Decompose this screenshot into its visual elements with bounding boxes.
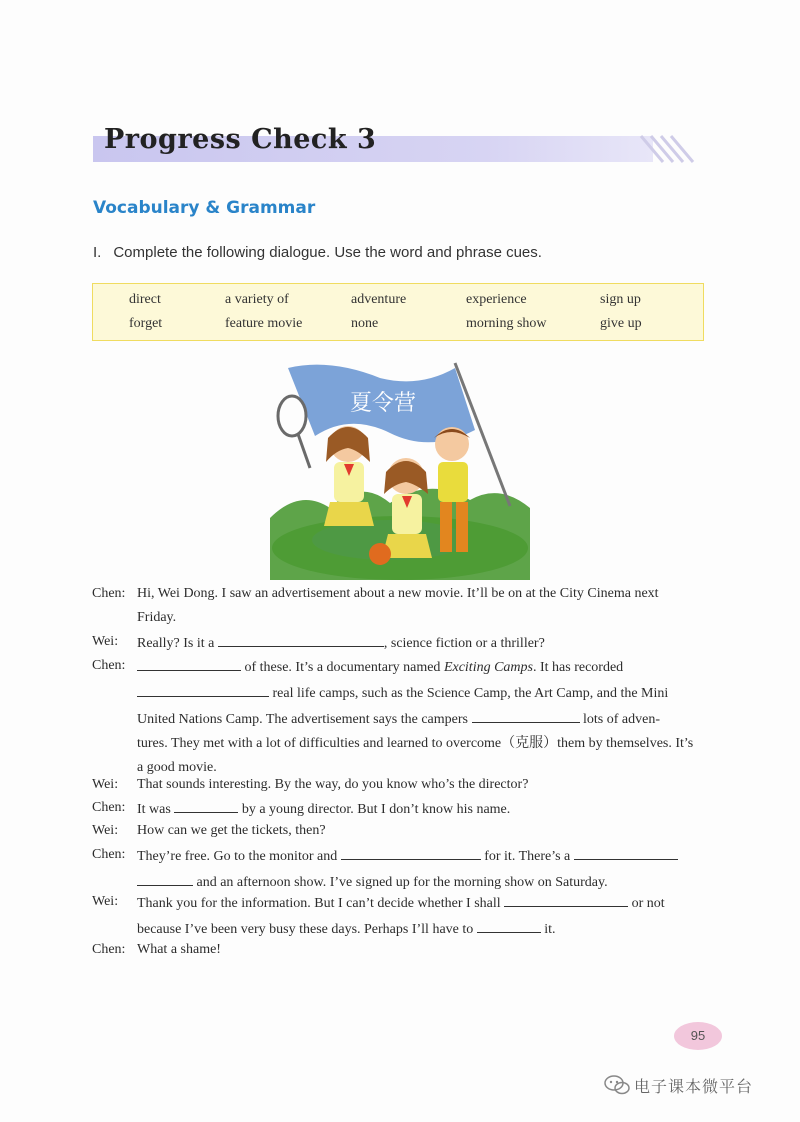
text-segment: real life camps, such as the Science Camp, the Art Camp, and the Mini bbox=[272, 686, 669, 701]
text-segment: It was bbox=[137, 802, 171, 817]
text-segment: or not bbox=[631, 896, 665, 911]
line-text-row bbox=[137, 893, 707, 913]
dialogue-line bbox=[92, 657, 712, 775]
speaker: Chen: bbox=[92, 658, 126, 673]
page-title: Progress Check 3 bbox=[104, 124, 377, 155]
page-number: 95 bbox=[690, 1028, 706, 1043]
line-text-row: Friday. bbox=[137, 610, 177, 625]
line-text bbox=[137, 846, 707, 892]
word-cue: sign up bbox=[600, 292, 641, 307]
line-text bbox=[137, 633, 707, 653]
speaker: Chen: bbox=[92, 847, 126, 862]
answer-blank[interactable] bbox=[341, 846, 481, 860]
line-text-row bbox=[137, 846, 707, 866]
answer-blank[interactable] bbox=[137, 657, 241, 671]
answer-blank[interactable] bbox=[504, 893, 628, 907]
text-segment: and an afternoon show. I’ve signed up for the morning show on Saturday. bbox=[196, 875, 608, 890]
dialogue-line bbox=[92, 941, 712, 961]
speaker: Wei: bbox=[92, 777, 119, 792]
text-segment: . It has recorded bbox=[532, 660, 624, 675]
answer-blank[interactable] bbox=[137, 872, 193, 886]
dialogue-line bbox=[92, 585, 712, 625]
text-segment: for it. There’s a bbox=[484, 849, 571, 864]
title-stripes bbox=[633, 134, 703, 164]
dialogue-line bbox=[92, 633, 712, 653]
word-cue: experience bbox=[466, 292, 527, 307]
line-text bbox=[137, 657, 707, 777]
speaker: Wei: bbox=[92, 894, 119, 909]
watermark-text: 电子课本微平台 bbox=[634, 1077, 754, 1096]
text-segment: United Nations Camp. The advertisement says the campers bbox=[137, 712, 468, 727]
line-text-row bbox=[137, 872, 707, 892]
text-segment: it. bbox=[544, 922, 556, 937]
speaker: Chen: bbox=[92, 942, 126, 957]
text-segment: by a young director. But I don’t know his name. bbox=[241, 802, 511, 817]
word-cue: morning show bbox=[466, 316, 547, 331]
word-cue: direct bbox=[129, 292, 161, 307]
answer-blank[interactable] bbox=[137, 683, 269, 697]
text-segment: Really? Is it a bbox=[137, 636, 215, 651]
word-box bbox=[92, 283, 704, 341]
movie-title: Exciting Camps bbox=[443, 660, 533, 675]
watermark bbox=[604, 1072, 784, 1098]
speaker: Chen: bbox=[92, 586, 126, 601]
word-cue: a variety of bbox=[225, 292, 289, 307]
instruction-number: I. bbox=[93, 244, 102, 261]
speaker: Chen: bbox=[92, 800, 126, 815]
text-segment: because I’ve been very busy these days. Perhaps I’ll have to bbox=[137, 922, 474, 937]
answer-blank[interactable] bbox=[477, 919, 541, 933]
line-text: What a shame! bbox=[137, 942, 221, 957]
line-text-row bbox=[137, 919, 707, 939]
summer-camp-illustration bbox=[270, 358, 530, 580]
dialogue-line bbox=[92, 846, 712, 888]
word-cue: give up bbox=[600, 316, 642, 331]
dialogue-line bbox=[92, 822, 712, 842]
line-text-row bbox=[137, 657, 707, 677]
instruction-text: Complete the following dialogue. Use the word and phrase cues. bbox=[113, 244, 542, 261]
line-text bbox=[137, 585, 707, 627]
text-segment: lots of adven- bbox=[583, 712, 660, 727]
dialogue-line bbox=[92, 799, 712, 819]
line-text bbox=[137, 799, 707, 819]
answer-blank[interactable] bbox=[472, 709, 580, 723]
text-segment: They’re free. Go to the monitor and bbox=[137, 849, 338, 864]
line-text-row: Hi, Wei Dong. I saw an advertisement about a new movie. It’ll be on at the City Cinema next bbox=[137, 586, 659, 601]
word-cue: forget bbox=[129, 316, 163, 331]
line-text-row bbox=[137, 683, 707, 703]
word-cue: adventure bbox=[351, 292, 407, 307]
text-segment: , science fiction or a thriller? bbox=[383, 636, 545, 651]
speaker: Wei: bbox=[92, 823, 119, 838]
dialogue-line bbox=[92, 893, 712, 935]
line-text bbox=[137, 893, 707, 939]
flag-text: 夏令营 bbox=[350, 391, 417, 416]
answer-blank[interactable] bbox=[174, 799, 238, 813]
wechat-icon bbox=[604, 1075, 630, 1095]
line-text: That sounds interesting. By the way, do you know who’s the director? bbox=[137, 777, 529, 792]
word-cue: none bbox=[351, 316, 379, 331]
speaker: Wei: bbox=[92, 634, 119, 649]
line-text: How can we get the tickets, then? bbox=[137, 823, 326, 838]
text-segment: Thank you for the information. But I can’t decide whether I shall bbox=[137, 896, 501, 911]
section-title: Vocabulary & Grammar bbox=[93, 198, 316, 218]
dialogue-line bbox=[92, 776, 712, 796]
answer-blank[interactable] bbox=[574, 846, 678, 860]
line-text-row: tures. They met with a lot of difficulties and learned to overcome（克服）them by themselves. It’s bbox=[137, 736, 694, 751]
line-text-row: a good movie. bbox=[137, 760, 217, 775]
line-text-row bbox=[137, 709, 707, 729]
text-segment: of these. It’s a documentary named bbox=[244, 660, 441, 675]
word-cue: feature movie bbox=[225, 316, 303, 331]
instruction bbox=[93, 244, 542, 261]
answer-blank[interactable] bbox=[218, 633, 384, 647]
